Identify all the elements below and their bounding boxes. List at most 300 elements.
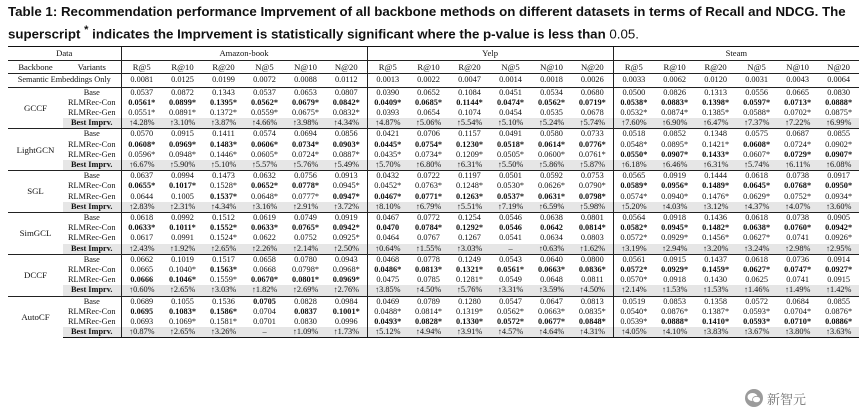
metric-value-cell: 0.0663* [538,264,566,274]
metric-value-cell: 0.1433* [702,149,730,159]
improvement-cell: ↑2.83% [121,202,162,213]
improvement-cell: ↑2.65% [162,285,203,296]
metric-value-cell: 0.1263* [456,191,484,201]
metric-value-cell: 0.0654 [417,107,440,117]
improvement-cell: ↑2.98% [777,244,818,255]
metric-value-cell: 0.1395* [210,97,237,107]
metric-header: N@5 [736,60,777,74]
variant-name: Best Imprv. [63,118,121,129]
variant-name: RLMRec-Gen [68,107,116,117]
metric-value-cell: 0.0535 [540,107,563,117]
metric-value-cell: 0.0570* [613,275,654,285]
metric-value-cell: 0.0605* [251,149,278,159]
improvement-cell: ↑3.26% [203,327,244,338]
metric-value-cell: 0.1343 [203,87,244,98]
metric-value-cell: 0.0622 [253,233,276,243]
table-row [8,223,859,233]
metric-value-cell: 0.0837 [294,306,317,316]
caption-text-2: indicates the Imprvement is statistically significant where the p-value is less than [88,26,610,42]
metric-header: R@10 [408,60,449,74]
semantic-value-cell: 0.0014 [490,74,531,88]
metric-value-cell: 0.1084 [449,87,490,98]
metric-value-cell: 0.1437 [695,254,736,265]
metric-value-cell: 0.0619 [244,212,285,223]
dataset-header-steam: Steam [613,47,859,61]
metric-value-cell: 0.0943 [326,254,367,265]
metric-value-cell: 0.0537* [497,191,525,201]
metric-value-cell: 0.0747* [784,264,812,274]
metric-value-cell: 0.0647 [531,296,572,307]
metric-value-cell: 0.0918 [654,212,695,223]
metric-value-cell: 0.0633* [251,223,278,233]
metric-value-cell: 0.0679* [292,97,319,107]
table-row [8,233,859,243]
metric-value-cell: 0.1254 [449,212,490,223]
metric-value-cell: 0.0588* [743,107,771,117]
metric-value-cell: 0.1040* [169,264,196,274]
improvement-cell: ↑1.73% [326,327,367,338]
improvement-cell: ↑5.54% [449,118,490,129]
dataset-header-row [8,47,859,61]
metric-value-cell: 0.1430 [704,275,728,285]
variant-name: RLMRec-Gen [68,149,116,159]
table-row [8,181,859,191]
variant-name: Base [63,129,121,140]
metric-value-cell: 0.1280 [449,296,490,307]
table-row [8,129,859,140]
variant-name: Base [63,212,121,223]
improvement-cell: ↑5.24% [531,118,572,129]
table-row [8,98,859,108]
metric-value-cell: 0.0887* [332,149,360,159]
metric-value-cell: 0.0608* [743,139,771,149]
metric-value-cell: 0.0491 [490,129,531,140]
metric-value-cell: 0.0828* [415,316,443,326]
variant-name: Best Imprv. [63,285,121,296]
improvement-cell: ↑1.53% [654,285,695,296]
semantic-value-cell: 0.0018 [531,74,572,88]
metric-value-cell: 0.1517 [203,254,244,265]
metric-value-cell: 0.0540* [613,307,654,317]
metric-value-cell: 0.0562* [538,97,566,107]
metric-value-cell: 0.0648 [540,275,563,285]
metric-value-cell: 0.0741 [786,233,810,243]
dataset-header-amazon-book: Amazon-book [121,47,367,61]
metric-value-cell: 0.0637 [121,171,162,182]
metric-value-cell: 0.0710* [784,316,812,326]
metric-value-cell: 0.0888* [825,97,853,107]
metric-value-cell: 0.0592 [531,171,572,182]
improvement-cell: ↑3.60% [818,202,859,213]
metric-header: R@20 [695,60,736,74]
backbone-name: SimGCL [8,212,63,254]
metric-value-cell: 0.0537 [244,87,285,98]
metric-value-cell: 0.0785 [417,275,440,285]
metric-value-cell: 0.1524* [210,233,237,243]
metric-value-cell: 0.0421 [367,129,408,140]
metric-value-cell: 0.1249 [449,254,490,265]
metric-value-cell: 0.0969* [332,275,360,285]
improvement-cell: ↑4.28% [121,118,162,129]
improvement-cell: ↑4.31% [572,327,613,338]
metric-value-cell: 0.0464 [367,233,408,243]
metric-value-cell: 0.0876* [661,306,689,316]
improvement-cell: ↑4.34% [326,118,367,129]
improvement-cell: ↑3.20% [695,244,736,255]
improvement-cell: ↑0.87% [121,327,162,338]
metric-value-cell: 0.1563* [210,264,237,274]
metric-value-cell: 0.0543 [490,254,531,265]
variant-name: Base [63,87,121,98]
metric-value-cell: 0.0702* [784,107,812,117]
metric-value-cell: 0.0891* [169,107,196,117]
metric-value-cell: 0.0642 [540,223,563,233]
metric-value-cell: 0.0761* [578,149,606,159]
watermark [745,388,860,408]
metric-value-cell: 0.0593* [743,316,771,326]
metric-value-cell: 0.0409* [367,98,408,108]
metric-value-cell: 0.0518* [497,139,525,149]
semantic-value-cell: 0.0072 [244,74,285,88]
metric-value-cell: 0.0853 [654,296,695,307]
improvement-cell: ↑3.03% [449,244,490,255]
metric-value-cell: 0.1267 [458,233,481,243]
metric-value-cell: 0.0767 [417,233,440,243]
metric-value-cell: 0.0738 [777,171,818,182]
metric-value-cell: 0.0685* [415,97,443,107]
metric-value-cell: 0.0665 [121,265,162,275]
metric-value-cell: 0.0749 [285,212,326,223]
metric-value-cell: 0.0956* [661,181,689,191]
metric-value-cell: 0.0393 [367,108,408,118]
metric-value-cell: 0.0565 [613,171,654,182]
metric-value-cell: 0.0913 [326,171,367,182]
variant-name: RLMRec-Gen [68,233,116,243]
improvement-cell: ↑2.95% [818,244,859,255]
metric-value-cell: 0.0969* [169,139,196,149]
metric-value-cell: 0.0572* [497,316,525,326]
improvement-cell: ↑6.79% [408,202,449,213]
metric-header: R@5 [367,60,408,74]
improvement-cell: ↑3.83% [695,327,736,338]
metric-value-cell: 0.1459* [702,264,730,274]
metric-value-cell: 0.0776* [578,139,606,149]
metric-value-cell: 0.0929* [661,233,689,243]
semantic-label: Semantic Embeddings Only [8,74,121,88]
metric-value-cell: 0.1436 [695,212,736,223]
semantic-value-cell: 0.0064 [818,74,859,88]
metric-value-cell: 0.1292* [456,223,484,233]
improvement-cell: ↑2.91% [285,202,326,213]
metric-value-cell: 0.0618 [121,212,162,223]
semantic-value-cell: 0.0112 [326,74,367,88]
improvement-cell: ↑5.51% [449,202,490,213]
metric-value-cell: 0.0675* [292,107,319,117]
metric-value-cell: 0.1482* [702,223,730,233]
metric-header: N@20 [818,60,859,74]
metric-header: R@20 [449,60,490,74]
metric-value-cell: 0.0627* [743,264,771,274]
improvement-cell: ↑5.10% [490,118,531,129]
metric-value-cell: 0.0574 [244,129,285,140]
caption-pvalue: 0.05. [609,26,639,42]
table-row [8,254,859,265]
metric-value-cell: 0.1321* [456,264,484,274]
metric-value-cell: 0.0629* [743,191,771,201]
variant-name: RLMRec-Con [68,264,116,274]
metric-value-cell: 0.0915 [827,275,851,285]
improvement-cell: ↑4.50% [572,285,613,296]
variant-name: RLMRec-Con [68,306,116,316]
metric-value-cell: 0.0772 [408,212,449,223]
table-caption [8,2,858,43]
variant-name: Base [63,296,121,307]
metric-value-cell: 0.0468 [367,254,408,265]
variant-name: Base [63,171,121,182]
metric-value-cell: 0.0848* [578,316,606,326]
metric-value-cell: 0.1456* [702,233,730,243]
metric-value-cell: 0.0705 [244,296,285,307]
metric-value-cell: 0.0991 [171,233,194,243]
variant-name: RLMRec-Con [68,181,116,191]
metric-value-cell: 0.1586* [210,306,237,316]
metric-value-cell: 0.0830 [294,316,317,326]
metric-value-cell: 0.1552* [210,223,237,233]
improvement-cell: ↑3.24% [736,244,777,255]
metric-value-cell: 0.0942* [332,223,360,233]
metric-value-cell: 0.0968* [332,264,360,274]
metric-value-cell: 0.1444 [695,171,736,182]
metric-value-cell: 0.0556 [736,87,777,98]
metric-value-cell: 0.0724* [784,139,812,149]
metric-value-cell: 0.1421* [702,139,730,149]
metric-value-cell: 0.0734* [292,139,319,149]
improvement-cell: ↑3.85% [367,285,408,296]
metric-value-cell: 0.0701 [253,316,276,326]
metric-value-cell: 0.1348 [695,129,736,140]
metric-value-cell: 0.0925* [332,233,360,243]
metric-value-cell: 0.0451 [490,87,531,98]
improvement-cell: ↑2.76% [326,285,367,296]
metric-value-cell: 0.0914 [818,254,859,265]
improvement-cell: ↑8.10% [367,202,408,213]
improvement-cell: ↑6.67% [121,160,162,171]
improvement-cell: ↑2.43% [121,244,162,255]
metric-value-cell: 0.0501 [490,171,531,182]
metric-value-cell: 0.0562* [497,306,525,316]
improvement-cell: ↑1.82% [244,285,285,296]
metric-value-cell: 0.1537* [210,191,237,201]
metric-value-cell: 0.0942* [825,223,853,233]
table-row [8,192,859,202]
improvement-cell: ↑6.31% [449,160,490,171]
metric-value-cell: 0.0807 [326,87,367,98]
improvement-cell: ↑4.37% [736,202,777,213]
metric-value-cell: 0.0670* [251,275,278,285]
improvement-cell: ↑0.60% [121,285,162,296]
backbone-name: LightGCN [8,129,63,171]
table-row [8,87,859,98]
improvement-cell: ↑4.05% [613,327,654,338]
metric-value-cell: 0.0549 [499,275,522,285]
metric-value-cell: 0.1069* [169,316,196,326]
improvement-cell: ↑3.80% [777,327,818,338]
improvement-cell: ↑3.31% [490,285,531,296]
improvement-cell: ↑5.90% [162,160,203,171]
metric-value-cell: 0.1017* [169,181,196,191]
metric-value-cell: 0.0855 [818,129,859,140]
metric-value-cell: 0.0875* [825,107,853,117]
improvement-cell: ↑2.31% [162,202,203,213]
metric-value-cell: 0.0570 [121,129,162,140]
semantic-value-cell: 0.0120 [695,74,736,88]
metric-value-cell: 0.1536 [203,296,244,307]
improvement-cell: ↑6.80% [408,160,449,171]
metric-value-cell: 0.0638* [743,223,771,233]
metric-value-cell: 0.0519 [613,296,654,307]
metric-value-cell: 0.0738 [777,212,818,223]
metric-value-cell: 0.0760* [784,223,812,233]
metric-value-cell: 0.1055 [162,296,203,307]
metric-value-cell: 0.0763* [415,181,443,191]
metric-value-cell: 0.0756 [285,171,326,182]
metric-value-cell: 0.0855 [818,296,859,307]
metric-value-cell: 0.0493* [367,317,408,327]
metric-header: N@5 [244,60,285,74]
semantic-value-cell: 0.0088 [285,74,326,88]
metric-value-cell: 0.1372* [210,107,237,117]
semantic-value-cell: 0.0043 [777,74,818,88]
improvement-cell: ↑5.86% [531,160,572,171]
metric-value-cell: 0.0652* [251,181,278,191]
improvement-cell: ↑3.59% [531,285,572,296]
variant-name: RLMRec-Gen [68,191,116,201]
metric-value-cell: 0.0798* [292,264,319,274]
metric-value-cell: 0.0945* [661,223,689,233]
metric-value-cell: 0.0814* [415,306,443,316]
metric-value-cell: 0.0617 [121,233,162,243]
metric-value-cell: 0.1001* [332,306,360,316]
metric-value-cell: 0.0778 [408,254,449,265]
metric-value-cell: 0.0984 [326,296,367,307]
metric-value-cell: 0.0600* [538,149,566,159]
metric-value-cell: 0.0486* [367,265,408,275]
variant-name: Base [63,254,121,265]
improvement-cell: ↑4.03% [654,202,695,213]
metric-value-cell: 0.0678 [580,107,604,117]
metric-header: R@5 [613,60,654,74]
metric-value-cell: 0.1581* [210,316,237,326]
metric-value-cell: 0.0729* [784,149,812,159]
improvement-cell: ↑4.94% [408,327,449,338]
metric-value-cell: 0.1083* [169,306,196,316]
improvement-cell: ↑5.49% [326,160,367,171]
metric-value-cell: 0.0800 [572,254,613,265]
metric-value-cell: 0.0432 [367,171,408,182]
improvement-cell: ↑6.31% [695,160,736,171]
variant-name: RLMRec-Con [68,223,116,233]
metric-value-cell: 0.0996 [334,316,358,326]
metric-value-cell: 0.0713* [784,97,812,107]
metric-value-cell: 0.1358 [695,296,736,307]
metric-value-cell: 0.0467 [367,212,408,223]
metric-value-cell: 0.1011* [169,223,196,233]
metric-value-cell: 0.1483* [210,139,237,149]
improvement-cell: ↑1.09% [285,327,326,338]
metric-value-cell: 0.1489* [702,181,730,191]
metric-value-cell: 0.0790* [578,181,606,191]
semantic-value-cell: 0.0033 [613,74,654,88]
metric-value-cell: 0.0695 [121,307,162,317]
improvement-cell: ↑3.16% [244,202,285,213]
improvement-cell: ↑4.34% [203,202,244,213]
metric-value-cell: 0.0948* [169,149,196,159]
metric-header: R@5 [121,60,162,74]
semantic-value-cell: 0.0013 [367,74,408,88]
metric-value-cell: 0.0655* [121,181,162,191]
metric-value-cell: 0.0992 [162,212,203,223]
table-row [8,327,859,338]
metric-value-cell: 0.0445* [367,140,408,150]
metric-value-cell: 0.0765* [292,223,319,233]
metric-value-cell: 0.0666 [121,275,162,285]
metric-value-cell: 0.0917 [818,171,859,182]
table-row [8,108,859,118]
metric-value-cell: 0.0638 [531,212,572,223]
metric-value-cell: 0.0907* [825,149,853,159]
metric-value-cell: 0.0614* [538,139,566,149]
metric-value-cell: 0.0645* [743,181,771,191]
table-body [8,47,859,338]
metric-value-cell: 0.0830 [818,87,859,98]
metric-value-cell: 0.1074 [458,107,481,117]
metric-value-cell: 0.1209* [456,149,484,159]
metric-value-cell: 0.0771* [415,191,443,201]
metric-value-cell: 0.0547 [490,296,531,307]
metric-value-cell: 0.0706 [408,129,449,140]
metric-value-cell: 0.0677* [538,316,566,326]
variant-name: RLMRec-Con [68,139,116,149]
semantic-value-cell: 0.0022 [408,74,449,88]
improvement-cell: ↑5.87% [572,160,613,171]
improvement-cell: ↑5.57% [244,160,285,171]
metric-header-row [8,60,859,74]
improvement-cell: ↑6.08% [818,160,859,171]
metric-value-cell: 0.1005 [171,191,194,201]
semantic-value-cell: 0.0026 [572,74,613,88]
metric-value-cell: 0.0903* [332,139,360,149]
metric-value-cell: 0.1313 [695,87,736,98]
results-table [8,46,859,338]
metric-value-cell: 0.0561 [613,254,654,265]
improvement-cell: ↑1.53% [695,285,736,296]
metric-value-cell: 0.0618 [736,254,777,265]
improvement-cell: ↑5.70% [367,160,408,171]
improvement-cell: ↑3.63% [818,327,859,338]
metric-value-cell: 0.1230* [456,139,484,149]
metric-value-cell: 0.1476* [702,191,730,201]
metric-value-cell: 0.0886* [825,316,853,326]
metric-value-cell: 0.0801 [572,212,613,223]
improvement-cell: ↑3.03% [203,285,244,296]
improvement-cell: ↑7.19% [490,202,531,213]
improvement-cell: ↑4.64% [531,327,572,338]
metric-value-cell: 0.1385* [702,107,730,117]
improvement-cell: ↑4.07% [777,202,818,213]
improvement-cell: ↑1.46% [736,285,777,296]
table-row [8,140,859,150]
improvement-cell: ↑6.11% [777,160,818,171]
